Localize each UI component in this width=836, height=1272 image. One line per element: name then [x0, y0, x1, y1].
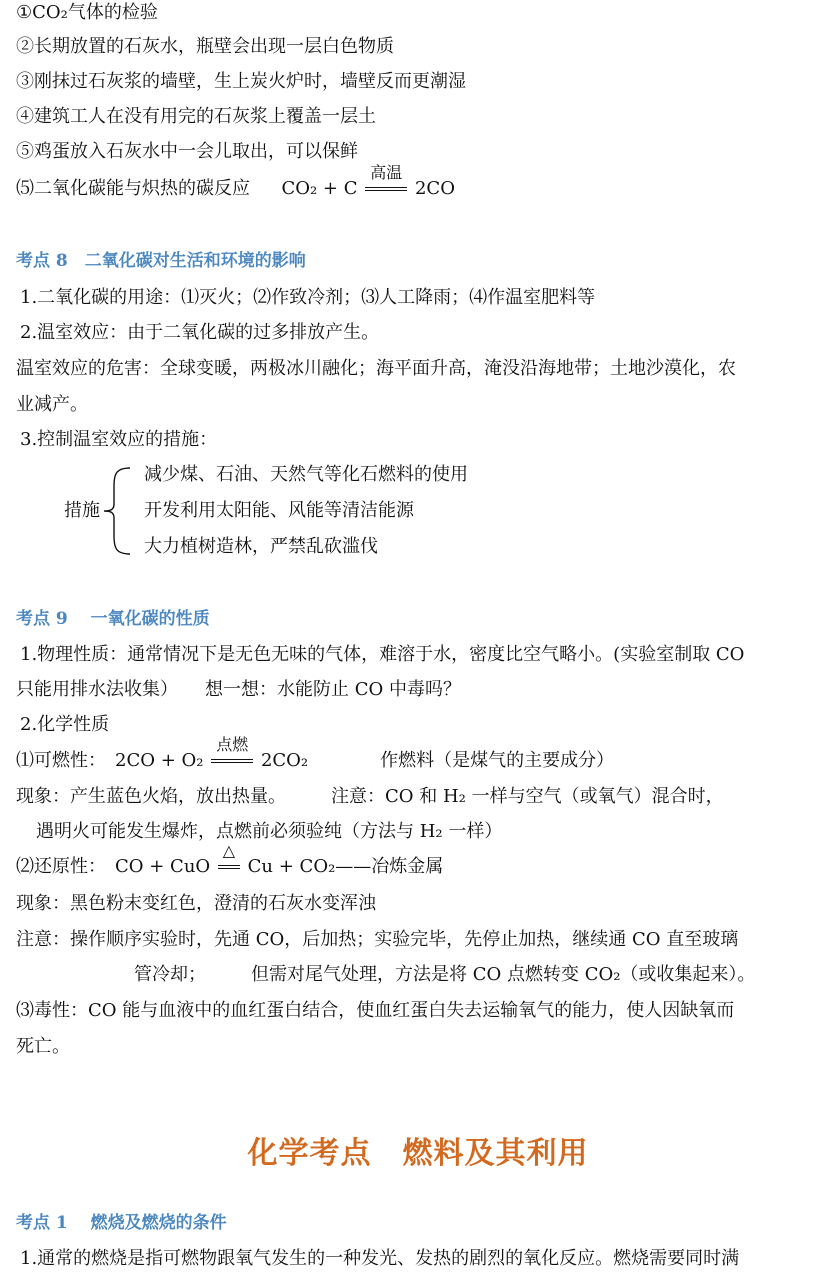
text-line: 遇明火可能发生爆炸，点燃前必须验纯（方法与 H₂ 一样） [36, 821, 503, 842]
condition-label: △ [222, 841, 236, 860]
equation-reactants: ⑵还原性： CO + CuO [16, 856, 211, 877]
equation-line [16, 841, 444, 880]
condition-label: 高温 [370, 163, 403, 182]
text-line: 2.温室效应：由于二氧化碳的过多排放产生。 [20, 322, 380, 343]
equation-products: 2CO [414, 178, 455, 199]
measure-item: 减少煤、石油、天然气等化石燃料的使用 [144, 464, 468, 485]
text-line: 现象：黑色粉末变红色，澄清的石灰水变浑浊 [16, 893, 376, 914]
text-line: 温室效应的危害：全球变暖，两极冰川融化；海平面升高，淹没沿海地带；土地沙漠化，农 [16, 358, 736, 379]
text-line: ⑤鸡蛋放入石灰水中一会儿取出，可以保鲜 [16, 141, 358, 162]
text-line: ②长期放置的石灰水，瓶壁会出现一层白色物质 [16, 36, 394, 57]
text-line: 3.控制温室效应的措施： [20, 429, 218, 450]
text-line: 现象：产生蓝色火焰，放出热量。 注意：CO 和 H₂ 一样与空气（或氧气）混合时， [16, 786, 724, 807]
brace-icon [102, 466, 132, 556]
text-line: ①CO₂气体的检验 [16, 2, 158, 23]
equation-line [16, 163, 455, 202]
equation-reactants: ⑴可燃性： 2CO + O₂ [16, 750, 204, 771]
text-line: 死亡。 [16, 1036, 70, 1057]
reaction-condition [365, 163, 407, 202]
section-heading: 考点 9 一氧化碳的性质 [16, 609, 210, 629]
measure-item: 开发利用太阳能、风能等清洁能源 [144, 500, 414, 521]
text-line: 业减产。 [16, 394, 88, 415]
text-line: 注意：操作顺序实验时，先通 CO，后加热；实验完毕，先停止加热，继续通 CO 直至玻璃 [16, 929, 739, 950]
text-line: ③刚抹过石灰浆的墙壁，生上炭火炉时，墙壁反而更潮湿 [16, 71, 466, 92]
equation-prefix: ⑸二氧化碳能与炽热的碳反应 [16, 178, 250, 199]
condition-label: 点燃 [216, 735, 249, 754]
text-line: 1.物理性质：通常情况下是无色无味的气体，难溶于水，密度比空气略小。(实验室制取 CO [20, 644, 745, 665]
text-line: 只能用排水法收集） 想一想：水能防止 CO 中毒吗？ [16, 679, 461, 700]
equation-line [16, 735, 615, 774]
equation-reactants: CO₂ + C [281, 178, 358, 199]
page-title: 化学考点 燃料及其利用 [247, 1136, 589, 1171]
text-line: 2.化学性质 [20, 714, 110, 735]
reaction-condition [211, 735, 253, 774]
equation-products: 2CO₂ 作燃料（是煤气的主要成分） [260, 750, 615, 771]
text-line: 1.二氧化碳的用途：⑴灭火；⑵作致冷剂；⑶人工降雨；⑷作温室肥料等 [20, 287, 596, 308]
text-line: 管冷却； 但需对尾气处理，方法是将 CO 点燃转变 CO₂（或收集起来）。 [134, 964, 756, 985]
text-line: ④建筑工人在没有用完的石灰浆上覆盖一层土 [16, 106, 376, 127]
text-line: 1.通常的燃烧是指可燃物跟氧气发生的一种发光、发热的剧烈的氧化反应。燃烧需要同时满 [20, 1248, 740, 1269]
equation-products: Cu + CO₂——冶炼金属 [247, 856, 444, 877]
text-line: ⑶毒性：CO 能与血液中的血红蛋白结合，使血红蛋白失去运输氧气的能力，使人因缺氧而 [16, 1000, 735, 1021]
section-heading: 考点 8 二氧化碳对生活和环境的影响 [16, 251, 306, 271]
reaction-condition [218, 841, 240, 880]
section-heading: 考点 1 燃烧及燃烧的条件 [16, 1213, 227, 1233]
measure-item: 大力植树造林，严禁乱砍滥伐 [144, 536, 378, 557]
measures-label: 措施 [64, 500, 100, 521]
